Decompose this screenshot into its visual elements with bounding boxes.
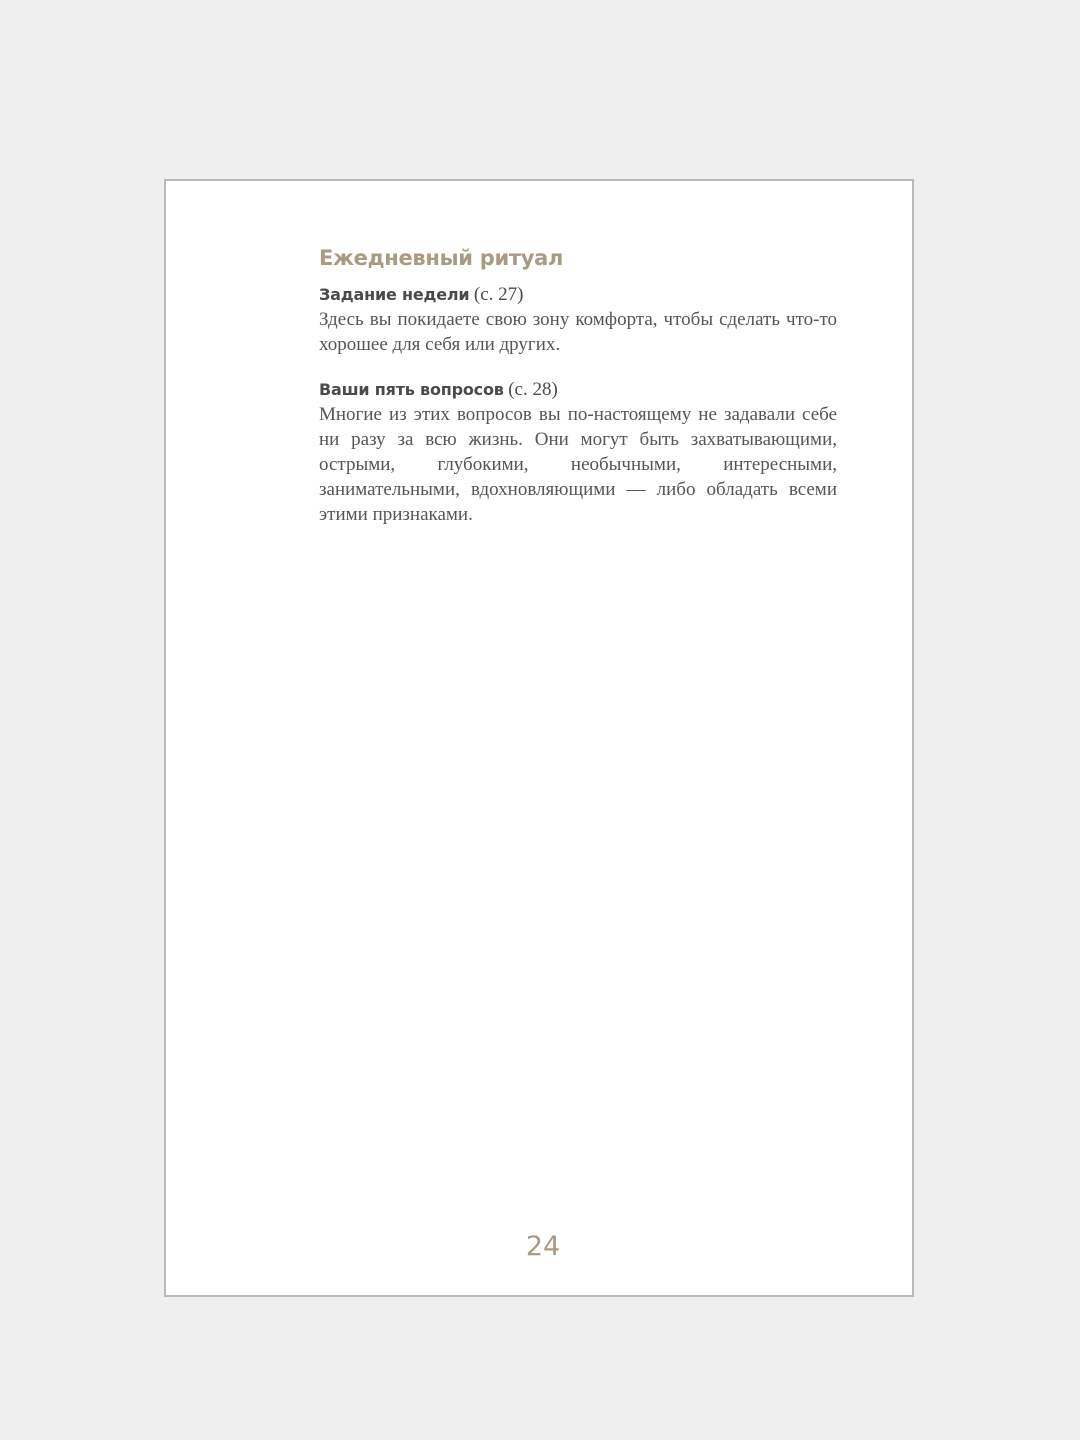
section-title: Ежедневный ритуал [319,246,564,270]
entry-five-questions [319,377,837,527]
entry-weekly-task [319,282,837,357]
entry-name: Задание недели [319,285,470,304]
entry-heading [319,377,837,402]
entry-page-ref: (с. 28) [508,379,558,400]
entry-name: Ваши пять вопросов [319,380,504,399]
entry-heading [319,282,837,307]
entry-description: Многие из этих вопросов вы по-настоящему не задавали себе ни разу за всю жизнь. Они могут быть захватывающими, острыми, глубокими, необычными, интересными, занимательными, вдохновляющими — либо обладать всеми этими признаками. [319,404,837,525]
page-content [319,244,837,547]
entry-description: Здесь вы покидаете свою зону комфорта, чтобы сделать что-то хорошее для себя или других. [319,309,837,355]
page-number: 24 [525,1231,561,1262]
entry-page-ref: (с. 27) [473,284,524,305]
book-page [164,179,914,1297]
